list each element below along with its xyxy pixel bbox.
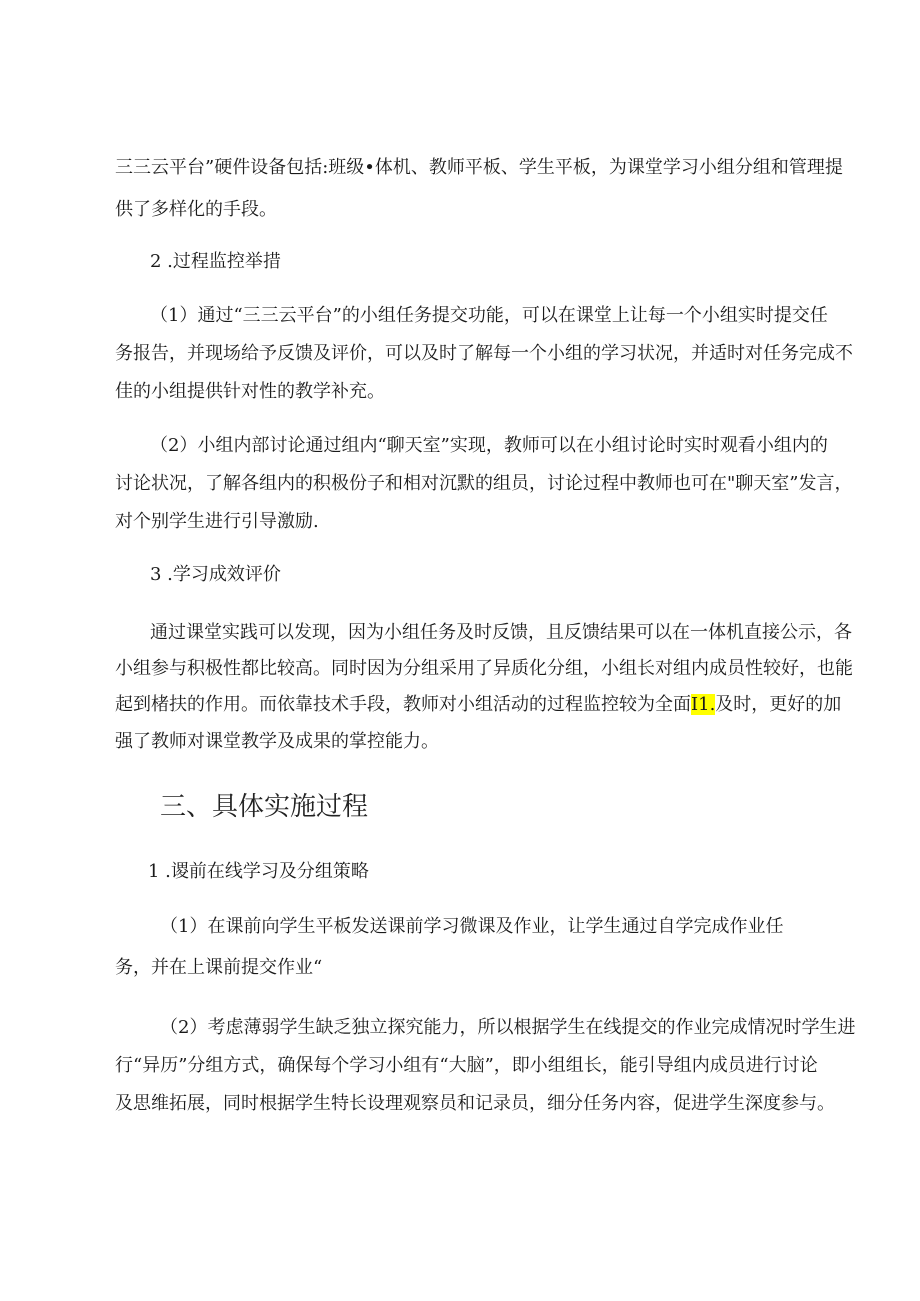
paragraph-line: 佳的小组提供针对性的教学补充。 <box>115 381 385 402</box>
paragraph-line: 讨论状况，了解各组内的积极份子和相对沉默的组员，讨论过程中教师也可在"聊天室”发言， <box>115 473 853 494</box>
paragraph-line: 务，并在上课前提交作业“ <box>115 957 323 978</box>
paragraph-line: 强了教师对课堂教学及成果的掌控能力。 <box>115 731 439 752</box>
section-subheading: 1 .谡前在线学习及分组策略 <box>148 861 369 882</box>
paragraph-line: （1）通过“三三云平台”的小组任务提交功能，可以在课堂上让每一个小组实时提交任 <box>150 305 828 326</box>
highlighted-text: I1. <box>691 694 716 715</box>
paragraph-line: 小组参与积极性都比较高。同时因为分组采用了异质化分组，小组长对组内成员性较好，也能 <box>115 658 853 679</box>
section-subheading: 3 .学习成效评价 <box>150 564 281 585</box>
paragraph-line: 三三云平台”硬件设备包括:班级•体机、教师平板、学生平板，为课堂学习小组分组和管理提 <box>115 157 843 178</box>
paragraph-line: 供了多样化的手段。 <box>115 199 277 220</box>
paragraph-line: 行“异历”分组方式，确保每个学习小组有“大脑”，即小组组长，能引导组内成员进行讨论 <box>115 1055 818 1076</box>
paragraph-line: （2）小组内部讨论通过组内“聊天室”实现，教师可以在小组讨论时实时观看小组内的 <box>150 435 828 456</box>
paragraph-line: 通过课堂实践可以发现，因为小组任务及时反馈，且反馈结果可以在一体机直接公示，各 <box>150 622 852 643</box>
section-heading: 三、具体实施过程 <box>160 792 369 822</box>
paragraph-line <box>115 692 842 718</box>
paragraph-text: 及时，更好的加 <box>715 694 842 715</box>
paragraph-line: 及思维拓展，同时根据学生特长设理观察员和记录员，细分任务内容，促进学生深度参与。 <box>115 1093 835 1114</box>
paragraph-line: （2）考虑薄弱学生缺乏独立探究能力，所以根据学生在线提交的作业完成情况时学生进 <box>160 1017 856 1038</box>
paragraph-line: 对个别学生进行引导激励. <box>115 511 319 532</box>
paragraph-text: 起到楮扶的作用。而依靠技术手段，教师对小组活动的过程监控较为全面 <box>115 694 691 715</box>
paragraph-line: 务报告，并现场给予反馈及评价，可以及时了解每一个小组的学习状况，并适时对任务完成不 <box>115 343 853 364</box>
paragraph-line: （1）在课前向学生平板发送课前学习微课及作业，让学生通过自学完成作业任 <box>160 916 784 937</box>
section-subheading: 2 .过程监控举措 <box>150 251 281 272</box>
